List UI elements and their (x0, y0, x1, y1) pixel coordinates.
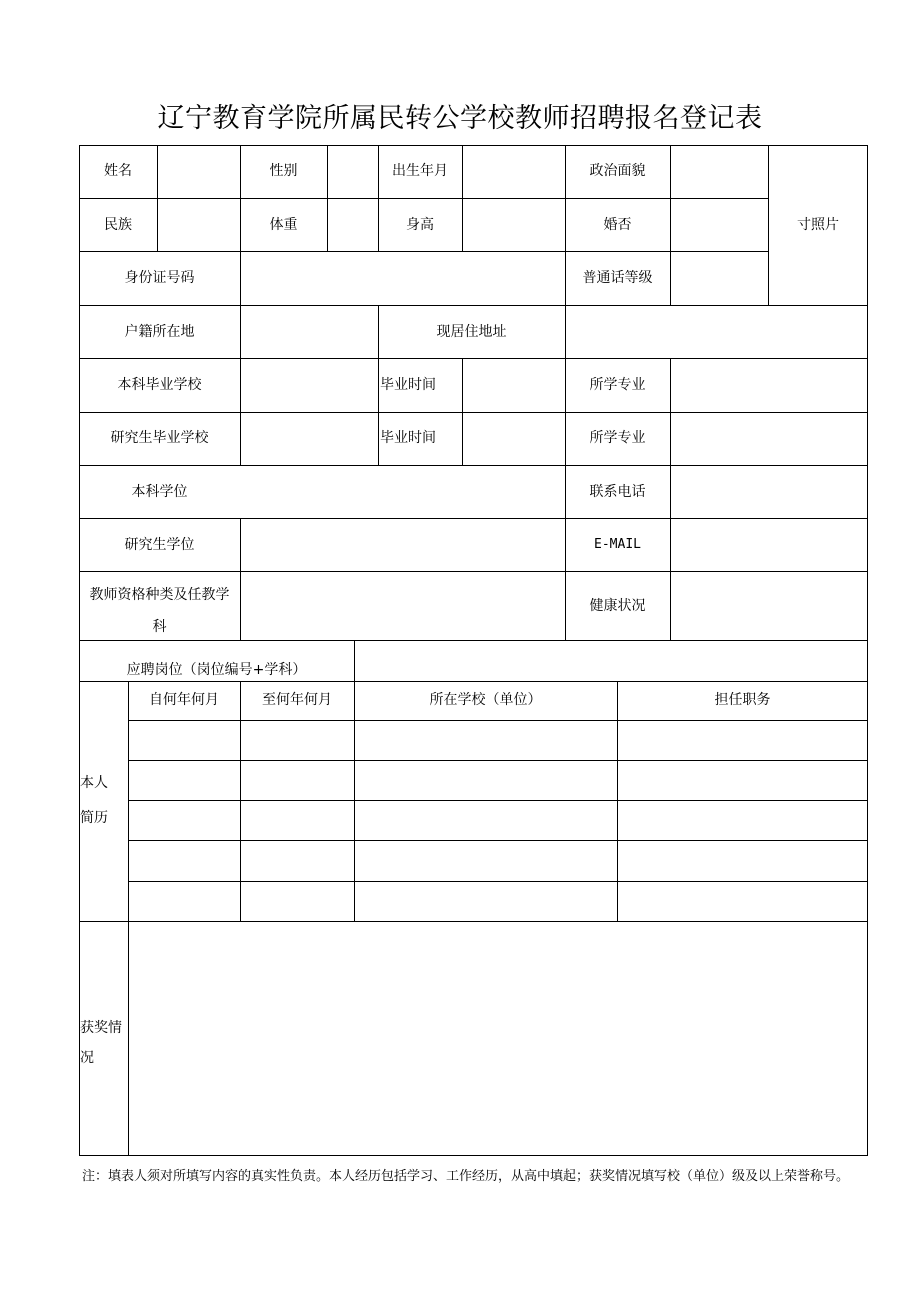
label-phone: 联系电话 (589, 484, 646, 500)
label-photo: 寸照片 (797, 217, 839, 233)
label-grad-time-2: 毕业时间 (380, 430, 436, 446)
label-major-1: 所学专业 (589, 377, 646, 393)
label-undergrad-degree: 本科学位 (131, 484, 188, 500)
label-marital: 婚否 (603, 217, 632, 233)
label-address: 现居住地址 (436, 324, 507, 340)
label-id-number: 身份证号码 (124, 270, 195, 286)
label-grad-school: 研究生毕业学校 (110, 430, 209, 446)
label-email: E-MAIL (594, 537, 641, 552)
form-title: 辽宁教育学院所属民转公学校教师招聘报名登记表 (157, 103, 763, 134)
label-mandarin-level: 普通话等级 (582, 270, 653, 286)
col-header-to: 至何年何月 (262, 692, 332, 708)
label-teacher-cert-line2: 科 (152, 619, 167, 635)
label-major-2: 所学专业 (589, 430, 646, 446)
col-header-from: 自何年何月 (149, 692, 219, 708)
label-political-status: 政治面貌 (589, 163, 646, 179)
label-birth: 出生年月 (392, 163, 448, 179)
label-awards-line1: 获奖情 (80, 1020, 122, 1036)
label-undergrad-school: 本科毕业学校 (117, 377, 202, 393)
label-gender: 性别 (269, 163, 298, 179)
label-hukou: 户籍所在地 (124, 324, 195, 340)
label-name: 姓名 (104, 163, 132, 179)
footnote: 注：填表人须对所填写内容的真实性负责。本人经历包括学习、工作经历，从高中填起；获奖情况填写校（单位）级及以上荣誉称号。 (82, 1169, 850, 1184)
col-header-duty: 担任职务 (714, 692, 771, 708)
label-resume-line2: 简历 (80, 810, 108, 826)
label-height: 身高 (406, 217, 434, 233)
table-frame (79, 145, 868, 1156)
label-teacher-cert-line1: 教师资格种类及任教学 (89, 587, 230, 603)
label-awards-line2: 况 (80, 1050, 94, 1066)
label-grad-time-1: 毕业时间 (380, 377, 436, 393)
col-header-school: 所在学校（单位） (429, 692, 542, 708)
label-resume-line1: 本人 (80, 775, 108, 791)
label-health: 健康状况 (589, 598, 646, 614)
label-grad-degree: 研究生学位 (124, 537, 195, 553)
label-weight: 体重 (269, 217, 298, 233)
label-ethnicity: 民族 (104, 217, 132, 233)
label-position: 应聘岗位（岗位编号+学科） (126, 662, 307, 678)
